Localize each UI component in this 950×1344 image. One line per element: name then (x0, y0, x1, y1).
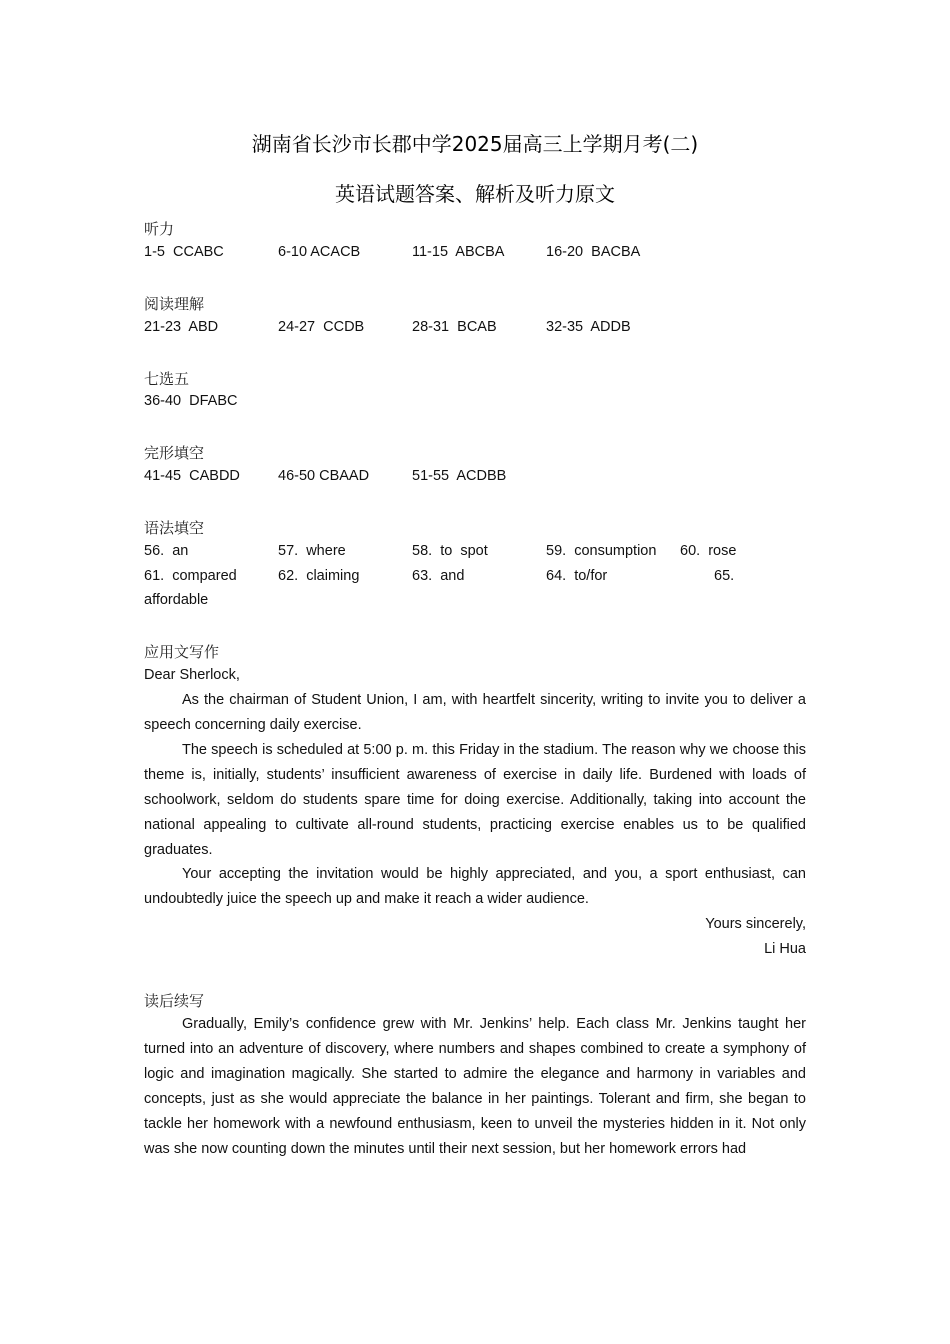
document-title: 湖南省长沙市长郡中学2025届高三上学期月考(二) (251, 132, 699, 156)
section-label-grammar: 语法填空 (144, 519, 205, 537)
answer-group: 32-35 ADDB (546, 319, 631, 335)
answer-item: 59. consumption (546, 543, 657, 559)
answer-item: 57. where (278, 543, 346, 559)
section-label-cloze: 完形填空 (144, 444, 205, 462)
answer-item: 60. rose (680, 543, 737, 559)
continuation-paragraph (144, 1012, 806, 1161)
answer-group: 28-31 BCAB (412, 319, 497, 335)
answer-item: 58. to spot (412, 543, 488, 559)
answer-group: 46-50 CBAAD (278, 468, 370, 484)
answer-group: 11-15 ABCBA (412, 244, 505, 260)
answer-group: 51-55 ACDBB (412, 468, 507, 484)
answer-group: 41-45 CABDD (144, 468, 240, 484)
section-label-continuation: 读后续写 (144, 992, 205, 1010)
answer-item: 61. compared (144, 568, 237, 584)
answer-item: 65. (714, 568, 735, 584)
letter-salutation: Dear Sherlock, (144, 667, 240, 683)
answer-group: 16-20 BACBA (546, 244, 641, 260)
answer-item: 63. and (412, 568, 465, 584)
paragraph-text: Your accepting the invitation would be highly appreciated, and you, a sport enthusiast, can undoubtedly juice the speech up and make it reach a wider audience. (144, 866, 806, 907)
answer-group: 36-40 DFABC (144, 393, 238, 409)
section-label-reading: 阅读理解 (144, 295, 205, 313)
answer-item: affordable (144, 592, 209, 608)
letter-closing: Yours sincerely, (705, 916, 806, 932)
letter-paragraph (144, 862, 806, 912)
section-label-writing: 应用文写作 (144, 643, 220, 661)
document-subtitle: 英语试题答案、解析及听力原文 (335, 182, 615, 206)
section-label-seven-five: 七选五 (144, 370, 190, 388)
letter-paragraph (144, 738, 806, 863)
answer-group: 24-27 CCDB (278, 319, 365, 335)
answer-item: 62. claiming (278, 568, 360, 584)
letter-paragraph (144, 688, 806, 738)
answer-group: 1-5 CCABC (144, 244, 224, 260)
answer-item: 56. an (144, 543, 189, 559)
section-label-listening: 听力 (144, 220, 175, 238)
answer-group: 21-23 ABD (144, 319, 219, 335)
paragraph-text: Gradually, Emily’s confidence grew with Mr. Jenkins’ help. Each class Mr. Jenkins taught her turned into an adventure of discovery, where numbers and shapes combined to create a symphony of logic and imagination magically. She started to admire the elegance and harmony in variables and concepts, just as she would appreciate the balance in her paintings. Tolerant and firm, she began to tackle her homework with a newfound enthusiasm, keen to unveil the mysteries hidden in it. Not only was she now counting down the minutes until their next session, but her homework errors had (144, 1016, 806, 1157)
paragraph-text: The speech is scheduled at 5:00 p. m. this Friday in the stadium. The reason why we choose this theme is, initially, students’ insufficient awareness of exercise in daily life. Burdened with loads of schoolwork, seldom do students spare time for doing exercise. Additionally, taking into account the national appealing to cultivate all-round students, practicing exercise enables us to be qualified graduates. (144, 742, 806, 858)
paragraph-text: As the chairman of Student Union, I am, with heartfelt sincerity, writing to invite you to deliver a speech concerning daily exercise. (144, 692, 806, 733)
answer-group: 6-10 ACACB (278, 244, 361, 260)
letter-signature: Li Hua (764, 941, 806, 957)
answer-item: 64. to/for (546, 568, 608, 584)
